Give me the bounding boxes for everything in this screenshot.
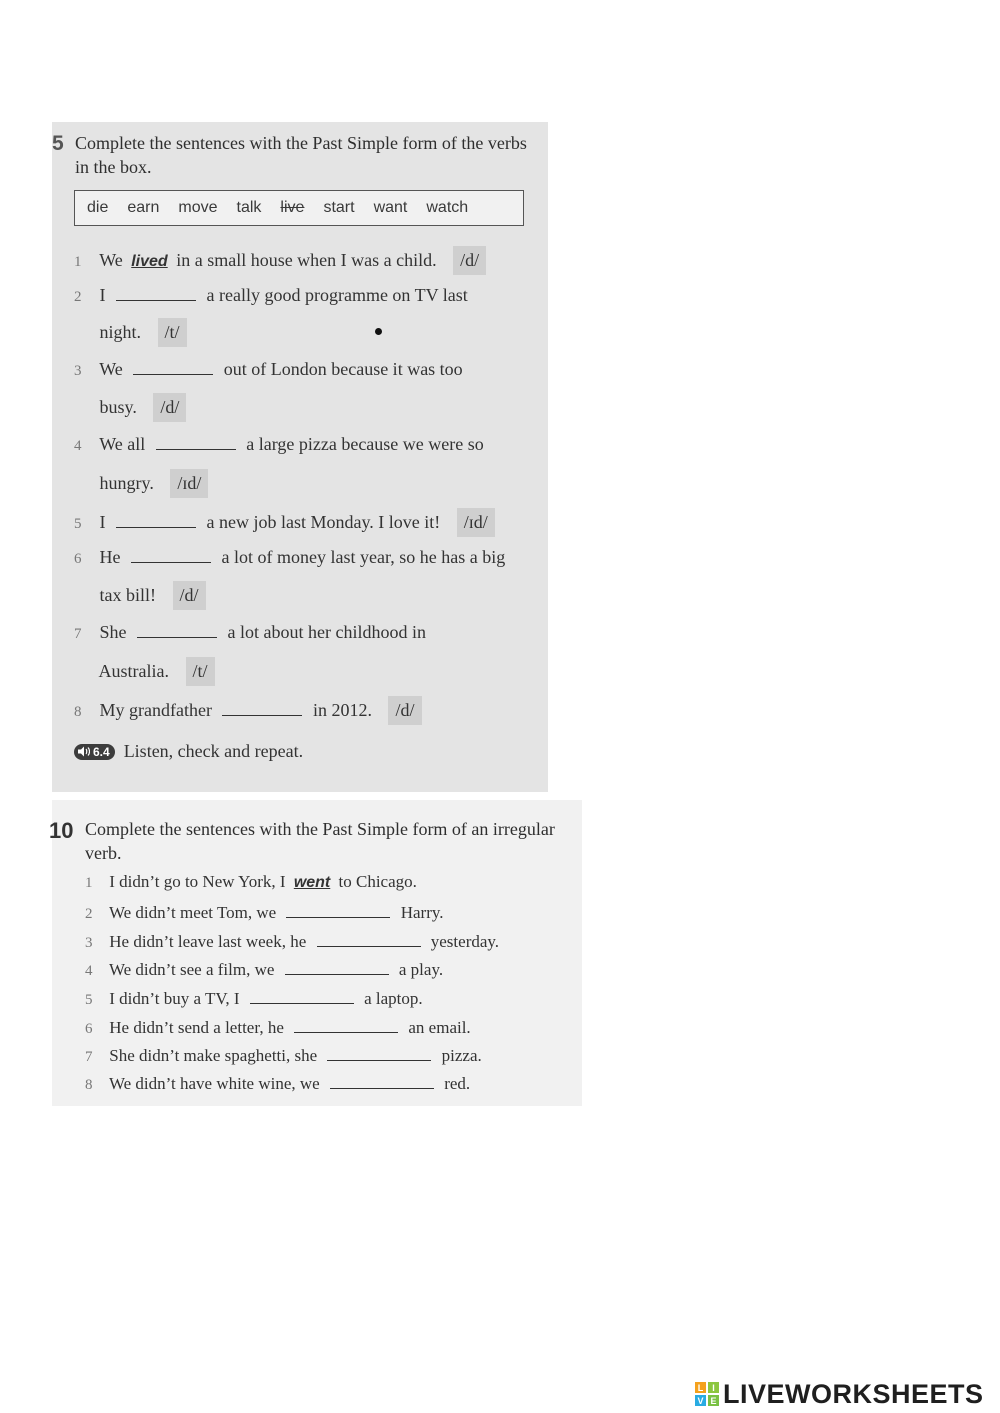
sentence-end: yesterday. — [430, 932, 500, 951]
answer-blank[interactable] — [327, 1044, 431, 1061]
sentence-end: a play. — [398, 960, 444, 979]
sentence-item — [74, 508, 495, 537]
sentence-end: in 2012. — [312, 700, 372, 720]
sentence-item — [74, 358, 463, 380]
ink-dot — [375, 328, 382, 335]
phonetic-label: /ɪd/ — [457, 508, 495, 537]
sentence-start: He didn’t send a letter, he — [109, 1018, 284, 1037]
box-word: start — [323, 199, 355, 216]
sentence-end: a lot about her childhood in — [227, 622, 426, 642]
sentence-start: We — [99, 359, 123, 379]
sentence-start: I — [99, 512, 106, 532]
exercise-instruction: Complete the sentences with the Past Simple form of the verbs in the box. — [75, 133, 527, 177]
logo-letter: L — [695, 1382, 706, 1393]
speaker-icon — [78, 746, 90, 757]
answer-blank[interactable] — [156, 433, 236, 450]
sentence-end: busy. — [99, 397, 137, 417]
item-number: 6 — [74, 551, 82, 567]
box-word: want — [373, 199, 408, 216]
answer-blank[interactable] — [131, 546, 211, 563]
logo-text: LIVEWORKSHEETS — [723, 1378, 984, 1409]
sentence-end: a laptop. — [364, 989, 423, 1008]
item-number: 8 — [85, 1077, 93, 1093]
logo-letter: I — [708, 1382, 719, 1393]
sentence-start: We didn’t meet Tom, we — [108, 903, 277, 922]
sentence-continuation — [74, 393, 186, 422]
phonetic-label: /d/ — [453, 246, 486, 275]
exercise-10-section — [49, 800, 582, 1106]
box-word: watch — [426, 199, 469, 216]
phonetic-label: /d/ — [173, 581, 206, 610]
answer-blank[interactable] — [137, 621, 217, 638]
logo-mark-icon — [695, 1382, 719, 1406]
sentence-start: I — [99, 285, 106, 305]
sentence-end: hungry. — [99, 473, 154, 493]
sentence-start: We didn’t have white wine, we — [108, 1074, 320, 1093]
sentence-end: Australia. — [98, 661, 169, 681]
sentence-end: pizza. — [441, 1046, 482, 1065]
item-number: 4 — [85, 963, 93, 979]
phonetic-label: /d/ — [388, 696, 421, 725]
answer-blank[interactable] — [294, 1016, 398, 1033]
answer-blank[interactable] — [286, 901, 390, 918]
item-number: 2 — [85, 906, 93, 922]
item-number: 1 — [85, 875, 93, 891]
answer-blank[interactable] — [116, 284, 196, 301]
sentence-start: We — [99, 250, 123, 270]
answer-blank[interactable] — [133, 358, 213, 375]
item-number: 3 — [85, 935, 93, 951]
sentence-item — [85, 930, 499, 952]
sentence-continuation — [74, 469, 208, 498]
sentence-start: We didn’t see a film, we — [108, 960, 275, 979]
sentence-continuation — [74, 318, 187, 347]
sentence-start: She — [99, 622, 127, 642]
sentence-end: a new job last Monday. I love it! — [206, 512, 441, 532]
item-number: 3 — [74, 363, 82, 379]
phonetic-label: /d/ — [153, 393, 186, 422]
box-word: move — [178, 199, 218, 216]
logo-letter: V — [695, 1395, 706, 1406]
item-number: 2 — [74, 289, 82, 305]
box-word: earn — [127, 199, 160, 216]
answer-blank[interactable] — [250, 987, 354, 1004]
sentence-item — [74, 546, 505, 568]
sentence-end: a lot of money last year, so he has a big — [221, 547, 506, 567]
item-number: 1 — [74, 254, 82, 270]
audio-instruction — [74, 741, 303, 762]
sentence-start: I didn’t go to New York, I — [109, 872, 286, 891]
sentence-item — [85, 987, 423, 1009]
verb-word-box — [74, 190, 524, 226]
exercise-instruction: Complete the sentences with the Past Simple form of an irregular verb. — [85, 819, 555, 863]
sentence-start: He didn’t leave last week, he — [109, 932, 307, 951]
sentence-item — [85, 872, 417, 892]
exercise-5-section — [52, 122, 548, 792]
sentence-start: We all — [99, 434, 146, 454]
example-answer: went — [293, 874, 331, 891]
sentence-item — [85, 901, 444, 923]
sentence-item — [74, 621, 426, 643]
sentence-end: in a small house when I was a child. — [176, 250, 437, 270]
sentence-continuation — [74, 657, 215, 686]
item-number: 8 — [74, 704, 82, 720]
sentence-end: a large pizza because we were so — [246, 434, 484, 454]
sentence-start: She didn’t make spaghetti, she — [109, 1046, 318, 1065]
audio-badge[interactable] — [74, 744, 115, 760]
audio-track-number: 6.4 — [93, 744, 110, 759]
sentence-start: He — [99, 547, 121, 567]
sentence-end: Harry. — [400, 903, 444, 922]
sentence-item — [85, 1072, 470, 1094]
sentence-end: a really good programme on TV last — [206, 285, 468, 305]
box-word-crossed-out: live — [280, 199, 305, 216]
exercise-number: 10 — [49, 818, 74, 843]
phonetic-label: /ɪd/ — [170, 469, 208, 498]
sentence-item — [74, 246, 486, 275]
item-number: 6 — [85, 1021, 93, 1037]
sentence-end: night. — [99, 322, 142, 342]
sentence-end: out of London because it was too — [223, 359, 463, 379]
sentence-item — [74, 433, 484, 455]
answer-blank[interactable] — [317, 930, 421, 947]
logo-letter: E — [708, 1395, 719, 1406]
phonetic-label: /t/ — [186, 657, 215, 686]
sentence-start: I didn’t buy a TV, I — [109, 989, 240, 1008]
sentence-start: My grandfather — [99, 700, 212, 720]
sentence-item — [85, 1016, 471, 1038]
liveworksheets-logo — [695, 1375, 984, 1413]
sentence-item — [74, 284, 468, 306]
answer-blank[interactable] — [116, 511, 196, 528]
answer-blank[interactable] — [222, 699, 302, 716]
sentence-item — [85, 1044, 482, 1066]
sentence-end: red. — [444, 1074, 471, 1093]
sentence-item — [74, 696, 422, 725]
item-number: 4 — [74, 438, 82, 454]
audio-text: Listen, check and repeat. — [123, 741, 304, 761]
sentence-end: to Chicago. — [338, 872, 417, 891]
box-word: talk — [236, 199, 262, 216]
sentence-end: tax bill! — [99, 585, 156, 605]
item-number: 7 — [74, 626, 82, 642]
item-number: 5 — [74, 516, 82, 532]
phonetic-label: /t/ — [158, 318, 187, 347]
answer-blank[interactable] — [285, 958, 389, 975]
sentence-continuation — [74, 581, 206, 610]
sentence-end: an email. — [408, 1018, 471, 1037]
sentence-item — [85, 958, 443, 980]
exercise-number: 5 — [52, 132, 64, 155]
box-word: die — [87, 199, 109, 216]
example-answer: lived — [131, 253, 168, 270]
answer-blank[interactable] — [330, 1072, 434, 1089]
item-number: 5 — [85, 992, 93, 1008]
item-number: 7 — [85, 1049, 93, 1065]
